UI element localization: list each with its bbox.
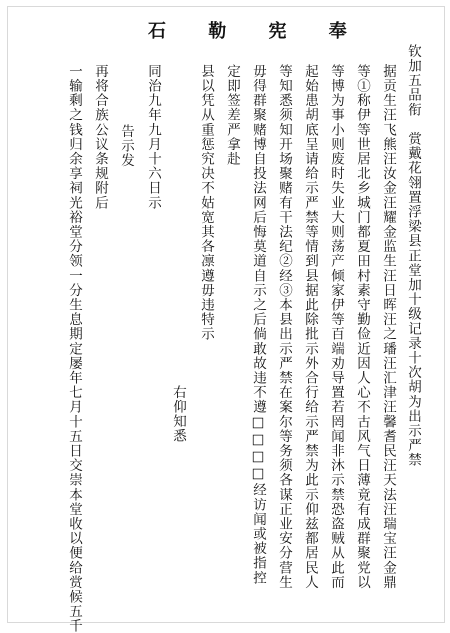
text-column-2: 据贡生汪飞熊汪汝金汪耀金监生汪日晖汪之璠汪汇津汪馨耆民汪天法汪瑞宝汪金鼎 — [380, 64, 396, 590]
document-title: 石 勒 宪 奉 — [148, 21, 365, 42]
appendix-heading: 再将合族公议条规附后 — [92, 64, 108, 210]
text-column-3: 等①称伊等世居北乡城门都夏田村素守勤俭近因人心不古风气日薄竟有成群聚党以 — [354, 64, 370, 590]
text-column-9: 县以凭从重惩究决不姑宽其各凛遵毋违特示 — [198, 64, 214, 342]
text-column-7: 毋得群聚赌博自投法网后悔莫道自示之后倘敢故违不遵□□□□经访闻或被指控 — [250, 64, 266, 585]
text-column-5: 起始患胡底呈请给示严禁等情到县据此除批示外合行给示严禁为此示仰兹都居民人 — [302, 64, 318, 590]
text-column-8: 定即签差严拿赴 — [224, 64, 240, 167]
notice-issued: 告示发 — [118, 124, 134, 168]
date-line: 同治九年九月十六日示 — [145, 64, 161, 210]
note-text: 右仰知悉 — [170, 385, 186, 444]
text-column-4: 等博为事小则废时失业大则荡产倾家伊等百端劝导置若罔闻非沐示禁恐盗贼从此而 — [328, 64, 344, 590]
text-column-1: 钦加五品衔 赏戴花翎置浮梁县正堂加十级记录十次胡为出示严禁 — [405, 44, 421, 468]
text-column-6: 等知悉须知开场聚赌有干法纪②经③本县出示严禁在案尔等务须各谋正业安分营生 — [276, 64, 292, 590]
rule-item-1: 一输剩之钱归余享祠光裕堂分领一分生息期定屡年七月十五日交崇本堂收以便给赏候五千 — [66, 64, 82, 633]
